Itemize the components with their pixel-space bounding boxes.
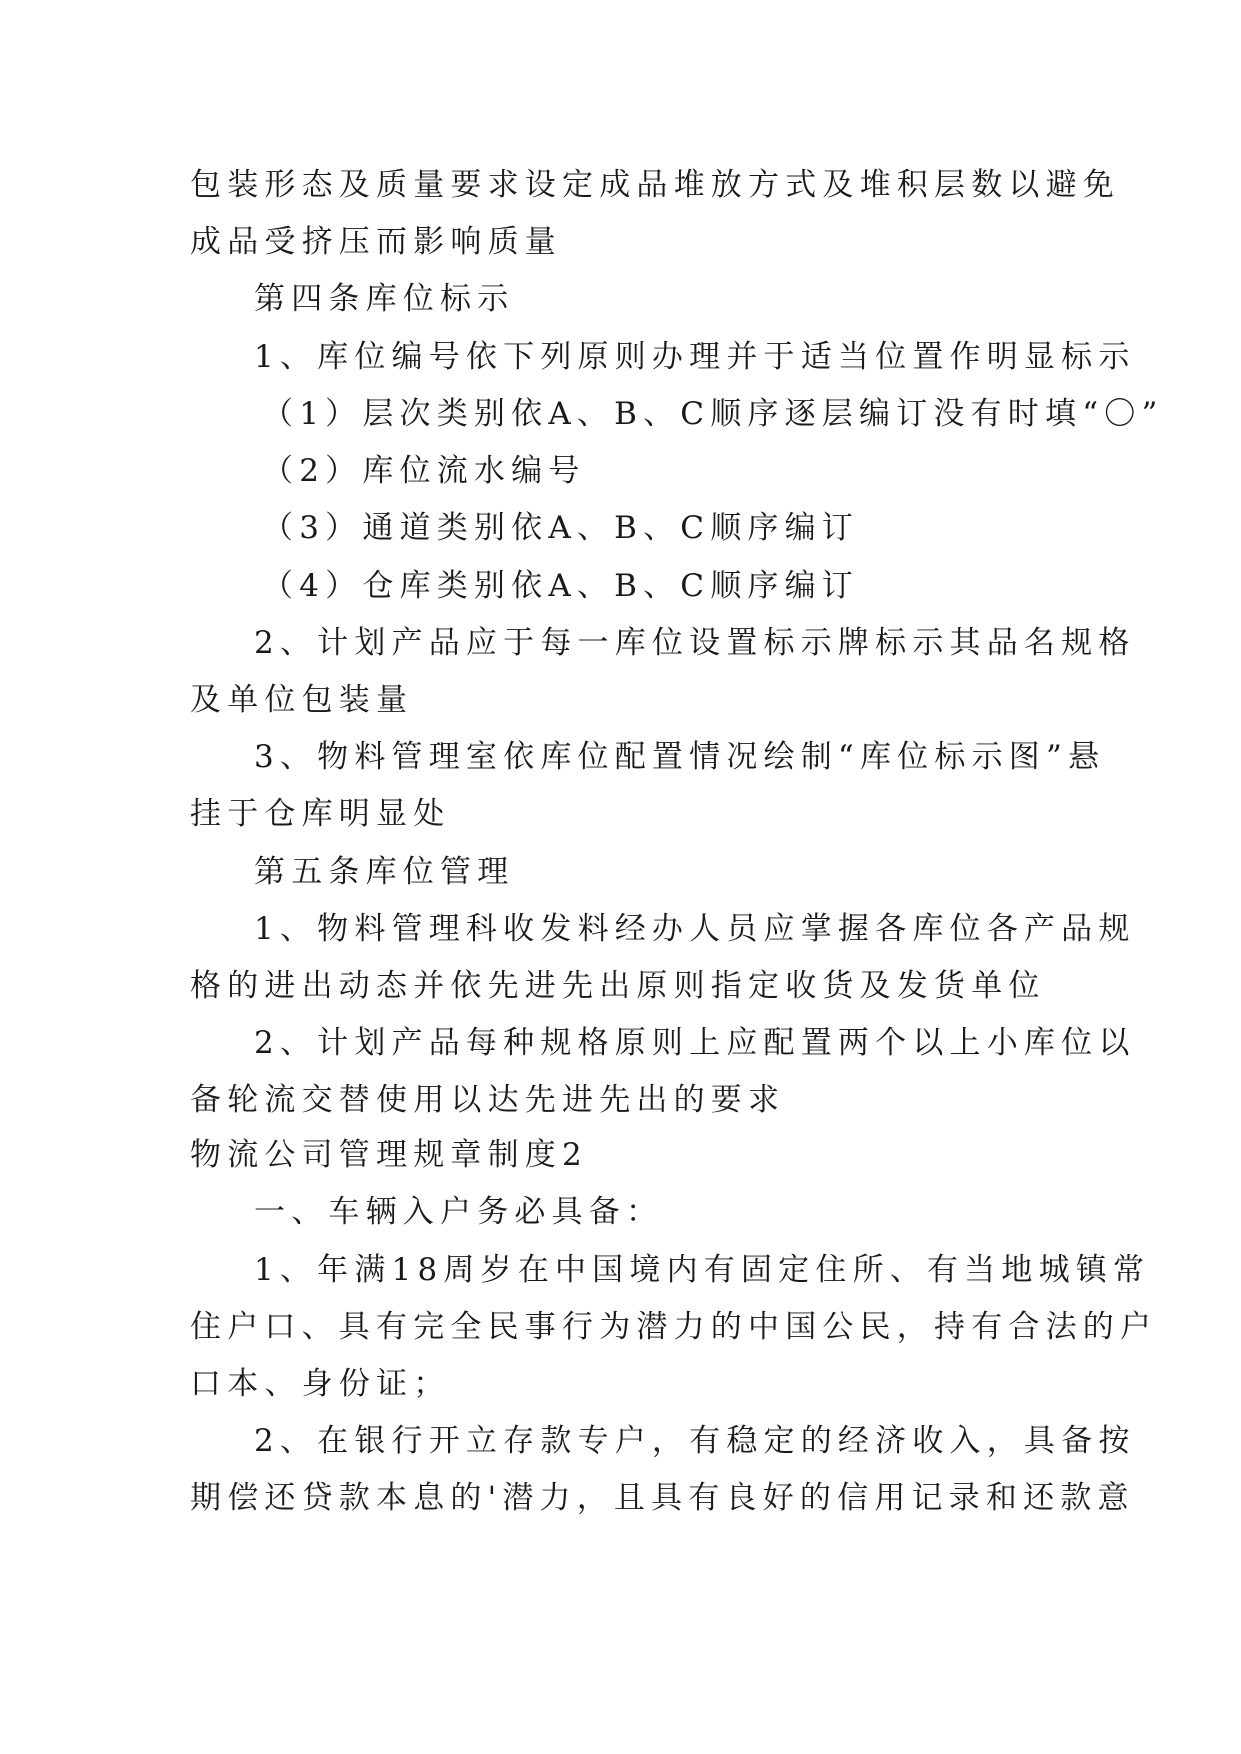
paragraph-line: 2、计划产品应于每一库位设置标示牌标示其品名规格: [254, 625, 1136, 661]
section-heading: 一、车辆入户务必具备：: [254, 1194, 664, 1230]
paragraph-line: 格的进出动态并依先进先出原则指定收货及发货单位: [190, 968, 1046, 1004]
paragraph-line: 口本、身份证；: [190, 1366, 451, 1402]
paragraph-line: 2、在银行开立存款专户，有稳定的经济收入，具备按: [254, 1423, 1136, 1459]
paragraph-line: 成品受挤压而影响质量: [190, 224, 562, 260]
paragraph-line: 挂于仓库明显处: [190, 796, 451, 832]
list-item: （1）层次类别依A、B、C顺序逐层编订没有时填“〇”: [262, 396, 1164, 432]
section-heading: 第五条库位管理: [254, 854, 515, 890]
paragraph-line: 包装形态及质量要求设定成品堆放方式及堆积层数以避免: [190, 167, 1120, 203]
list-item: （4）仓库类别依A、B、C顺序编订: [262, 568, 860, 604]
document-title: 物流公司管理规章制度2: [190, 1137, 588, 1173]
paragraph-line: 1、物料管理科收发料经办人员应掌握各库位各产品规: [254, 911, 1136, 947]
paragraph-line: 1、年满18周岁在中国境内有固定住所、有当地城镇常: [254, 1252, 1151, 1288]
paragraph-line: 3、物料管理室依库位配置情况绘制“库位标示图”悬: [254, 739, 1106, 775]
paragraph-line: 住户口、具有完全民事行为潜力的中国公民，持有合法的户: [190, 1309, 1158, 1345]
paragraph-line: 备轮流交替使用以达先进先出的要求: [190, 1082, 786, 1118]
paragraph-line: 及单位包装量: [190, 682, 414, 718]
list-item: （2）库位流水编号: [262, 453, 586, 489]
paragraph-line: 2、计划产品每种规格原则上应配置两个以上小库位以: [254, 1025, 1136, 1061]
list-item: （3）通道类别依A、B、C顺序编订: [262, 510, 860, 546]
section-heading: 第四条库位标示: [254, 281, 515, 317]
paragraph-line: 1、库位编号依下列原则办理并于适当位置作明显标示: [254, 339, 1136, 375]
paragraph-line: 期偿还贷款本息的'潜力，且具有良好的信用记录和还款意: [190, 1480, 1135, 1516]
